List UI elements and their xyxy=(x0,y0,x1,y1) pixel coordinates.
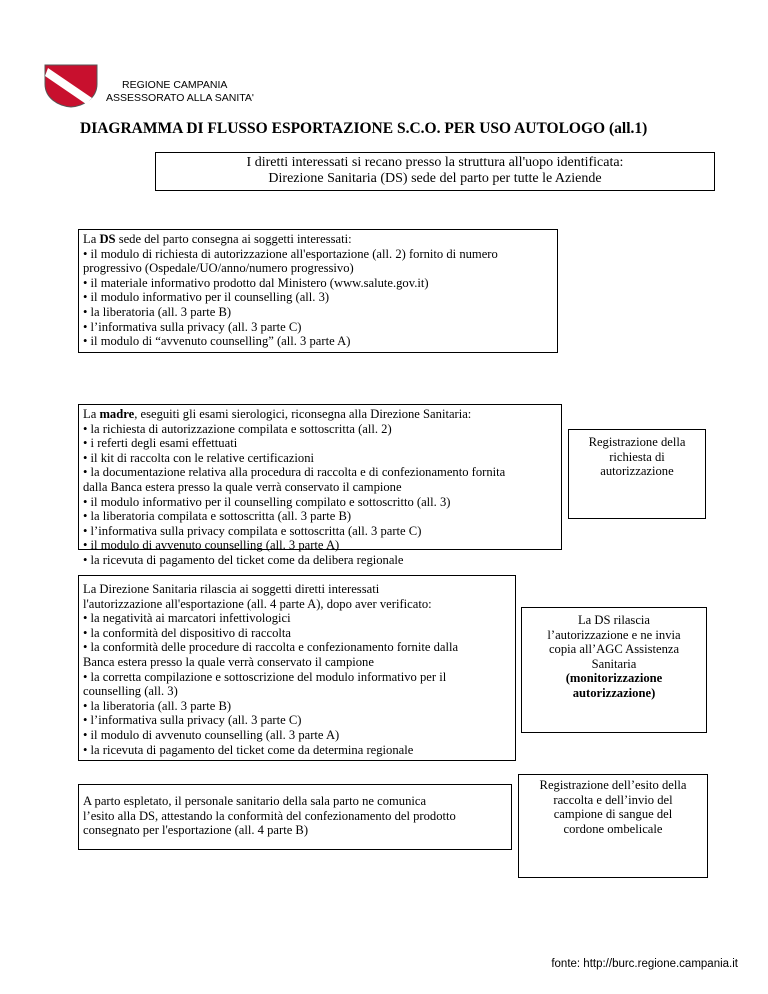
step4-side-line2: l’autorizzazione e ne invia xyxy=(547,627,681,642)
step1-line2: Direzione Sanitaria (DS) sede del parto per tutte le Aziende xyxy=(268,171,602,186)
step5-side-box xyxy=(518,774,708,878)
step3-item: • la richiesta di autorizzazione compilata e sottoscritta (all. 2) xyxy=(83,421,392,436)
step3-side-box xyxy=(568,429,706,519)
step1-box xyxy=(155,152,715,191)
step5-side-line2: raccolta e dell’invio del xyxy=(553,792,673,807)
step3-item: • il modulo di avvenuto counselling (all. 3 parte A) xyxy=(83,538,340,553)
step2-box xyxy=(78,229,558,353)
step3-item: dalla Banca estera presso la quale verrà conservato il campione xyxy=(83,479,402,494)
step5-line: consegnato per l'esportazione (all. 4 parte B) xyxy=(83,823,309,838)
step4-side-line5: (monitorizzazione xyxy=(565,671,663,686)
step4-item: • l’informativa sulla privacy (all. 3 parte C) xyxy=(83,713,302,728)
step4-side-box xyxy=(521,607,707,733)
step3-item: • il modulo informativo per il counselling compilato e sottoscritto (all. 3) xyxy=(83,494,451,509)
step4-side-line1: La DS rilascia xyxy=(577,613,651,627)
step5-side-line1: Registrazione dell’esito della xyxy=(539,778,687,792)
step4-side-line3: copia all’AGC Assistenza xyxy=(548,642,680,657)
step3-intro: La madre, eseguiti gli esami sierologici, riconsegna alla Direzione Sanitaria: xyxy=(83,407,472,421)
org-department: ASSESSORATO ALLA SANITA' xyxy=(106,92,254,104)
step4-side-line4: Sanitaria xyxy=(591,656,637,671)
step1-line1: I diretti interessati si recano presso la struttura all'uopo identificata: xyxy=(246,155,624,170)
step4-item: Banca estera presso la quale verrà conservato il campione xyxy=(83,654,374,669)
source-footer: fonte: http://burc.regione.campania.it xyxy=(551,958,738,970)
step2-item: • il modulo informativo per il counselling (all. 3) xyxy=(83,290,330,305)
step5-line: l’esito alla DS, attestando la conformità del confezionamento del prodotto xyxy=(83,808,456,823)
step2-intro: La DS sede del parto consegna ai soggetti interessati: xyxy=(83,232,352,246)
step3-item: • il kit di raccolta con le relative certificazioni xyxy=(83,450,314,465)
step2-item: • il modulo di richiesta di autorizzazione all'esportazione (all. 2) fornito di numero xyxy=(83,246,498,261)
region-shield-icon xyxy=(44,64,98,108)
step4-item: counselling (all. 3) xyxy=(83,684,178,699)
step4-item: • la conformità delle procedure di raccolta e confezionamento fornite dalla xyxy=(83,640,459,655)
step3-item: • la liberatoria compilata e sottoscritta (all. 3 parte B) xyxy=(83,509,352,524)
step4-item: • la ricevuta di pagamento del ticket come da determina regionale xyxy=(83,742,414,757)
step4-item: • la liberatoria (all. 3 parte B) xyxy=(83,698,232,713)
page-title: DIAGRAMMA DI FLUSSO ESPORTAZIONE S.C.O. PER USO AUTOLOGO (all.1) xyxy=(80,120,648,137)
step3-side-line2: richiesta di xyxy=(609,449,665,464)
org-name: REGIONE CAMPANIA xyxy=(122,79,228,91)
step4-line: La Direzione Sanitaria rilascia ai soggetti diretti interessati xyxy=(83,582,380,596)
region-logo xyxy=(44,64,98,108)
step4-item: • la corretta compilazione e sottoscrizione del modulo informativo per il xyxy=(83,669,447,684)
step3-box xyxy=(78,404,562,567)
step3-item: • i referti degli esami effettuati xyxy=(83,436,238,451)
step5-side-line4: cordone ombelicale xyxy=(563,821,663,836)
step4-side-line6: autorizzazione) xyxy=(572,685,656,700)
step3-intro-bold: madre xyxy=(99,407,135,421)
step2-item: • l’informativa sulla privacy (all. 3 parte C) xyxy=(83,319,302,334)
step4-item: • la conformità del dispositivo di raccolta xyxy=(83,625,291,640)
step4-item: • la negatività ai marcatori infettivologici xyxy=(83,611,291,626)
step3-item: • la documentazione relativa alla procedura di raccolta e di confezionamento fornita xyxy=(83,465,506,480)
step5-box xyxy=(78,784,512,850)
step2-item: progressivo (Ospedale/UO/anno/numero progressivo) xyxy=(83,261,354,276)
step3-item: • l’informativa sulla privacy compilata e sottoscritta (all. 3 parte C) xyxy=(83,523,422,538)
step4-line: l'autorizzazione all'esportazione (all. 4 parte A), dopo aver verificato: xyxy=(83,596,432,611)
step3-side-line3: autorizzazione xyxy=(600,464,674,479)
step2-item: • il materiale informativo prodotto dal Ministero (www.salute.gov.it) xyxy=(83,275,429,290)
step5-line: A parto espletato, il personale sanitario della sala parto ne comunica xyxy=(83,794,427,808)
step3-item: • la ricevuta di pagamento del ticket come da delibera regionale xyxy=(83,552,404,567)
step4-item: • il modulo di avvenuto counselling (all. 3 parte A) xyxy=(83,727,340,742)
step2-item: • la liberatoria (all. 3 parte B) xyxy=(83,304,232,319)
step2-intro-bold: DS xyxy=(99,232,116,246)
step4-box xyxy=(78,575,516,761)
step5-side-line3: campione di sangue del xyxy=(553,807,673,822)
step3-side-line1: Registrazione della xyxy=(588,435,686,449)
header-organization xyxy=(106,79,254,105)
step2-item: • il modulo di “avvenuto counselling” (all. 3 parte A) xyxy=(83,334,351,349)
